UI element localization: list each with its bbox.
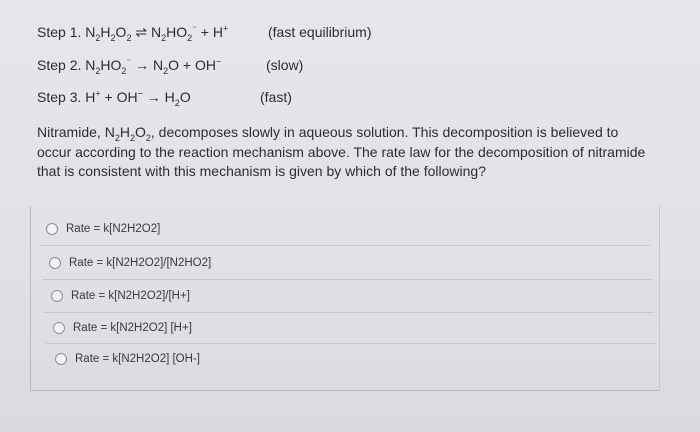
step-1 (37, 23, 372, 43)
radio-button-icon[interactable] (51, 290, 63, 302)
step-2-label: Step 2. (37, 57, 82, 73)
question-text (37, 123, 677, 182)
arrow-right-icon: → (135, 57, 150, 73)
arrow-right-icon: → (146, 89, 161, 105)
step-1-product-1: $N_2HO_2^{^-}$ (150, 23, 197, 43)
step-2-product-2: OH− (194, 56, 222, 73)
answer-option-label: Rate = k[N2H2O2]/[N2HO2] (69, 257, 212, 269)
option-divider (46, 343, 656, 344)
step-1-note: (fast equilibrium) (268, 24, 372, 40)
step-2-plus: + (182, 57, 192, 73)
radio-button-icon[interactable] (55, 353, 67, 365)
step-3-reactant-a: H+ (85, 88, 101, 105)
question-line-1: Nitramide, $N_2H_2O_2$, decomposes slowly in aqueous solution. This decomposition is believed to (37, 124, 619, 143)
answer-option-4[interactable] (53, 315, 192, 341)
step-3-product-1: $H_2O$ (164, 89, 191, 108)
option-divider (42, 279, 652, 280)
answer-option-label: Rate = k[N2H2O2] [H+] (73, 322, 192, 334)
step-1-reactant: $N_2H_2O_2$ (85, 24, 132, 43)
radio-button-icon[interactable] (53, 322, 65, 334)
nitramide-formula: $N_2H_2O_2$ (104, 124, 151, 143)
step-1-plus: + (200, 24, 209, 40)
option-divider (40, 245, 650, 246)
answer-option-label: Rate = k[N2H2O2]/[H+] (71, 290, 190, 302)
question-line-2: occur according to the reaction mechanism above. The rate law for the decomposition of nitramide (37, 143, 646, 160)
answer-option-3[interactable] (51, 283, 190, 309)
step-3-reactant-b: OH− (116, 88, 143, 105)
answer-option-label: Rate = k[N2H2O2] [OH-] (75, 353, 200, 365)
radio-button-icon[interactable] (46, 223, 58, 235)
step-2-reactant: $N_2HO_2^{^-}$ (85, 56, 132, 76)
step-2-note: (slow) (266, 57, 304, 73)
step-3 (37, 88, 292, 108)
question-line-3: that is consistent with this mechanism is given by which of the following? (37, 163, 486, 179)
step-2 (37, 56, 304, 76)
answer-option-label: Rate = k[N2H2O2] (66, 223, 161, 235)
radio-button-icon[interactable] (49, 257, 61, 269)
step-1-product-2: H+ (212, 23, 229, 40)
answer-option-5[interactable] (55, 346, 200, 372)
equilibrium-arrow-icon: ⇌ (135, 24, 148, 40)
step-2-product-1: $N_2O$ (152, 57, 179, 76)
step-3-label: Step 3. (37, 89, 82, 105)
step-3-note: (fast) (260, 89, 292, 105)
answer-option-1[interactable] (46, 216, 160, 242)
step-1-label: Step 1. (37, 24, 82, 40)
step-3-plus: + (104, 89, 113, 105)
answer-option-2[interactable] (49, 250, 211, 276)
option-divider (44, 312, 654, 313)
